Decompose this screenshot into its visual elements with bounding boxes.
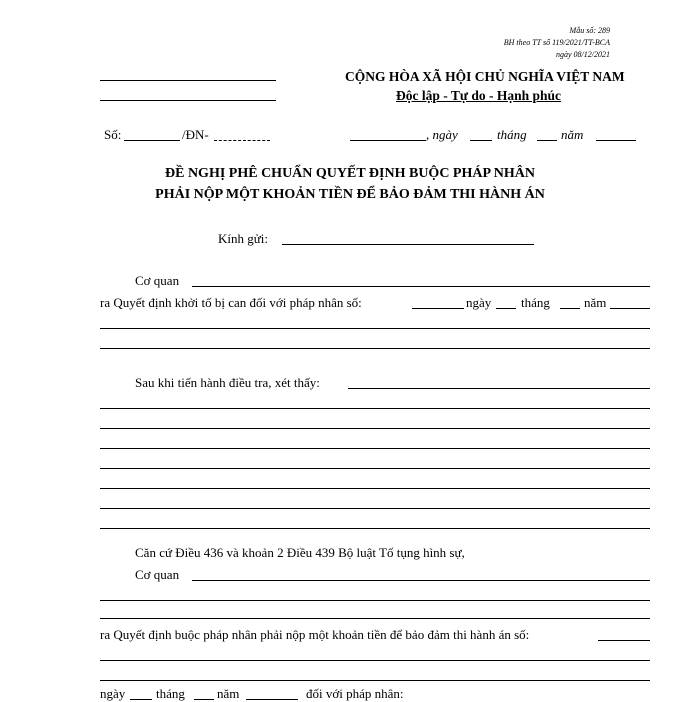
- findings-line-2[interactable]: [100, 428, 650, 429]
- khoi-to-number-blank[interactable]: [412, 308, 464, 309]
- date-thang-label: tháng: [497, 127, 527, 142]
- date-nam-label: năm: [561, 127, 584, 142]
- findings-line-5[interactable]: [100, 488, 650, 489]
- decision-line-2[interactable]: [100, 680, 650, 681]
- findings-line-1[interactable]: [100, 408, 650, 409]
- date-ngay-label: , ngày: [426, 127, 458, 142]
- content-line-2[interactable]: [100, 348, 650, 349]
- findings-line-3[interactable]: [100, 448, 650, 449]
- document-title-line-1: ĐỀ NGHỊ PHÊ CHUẨN QUYẾT ĐỊNH BUỘC PHÁP NHÂN: [165, 166, 535, 181]
- khoi-to-month-blank[interactable]: [560, 308, 580, 309]
- authority-line-2[interactable]: [100, 100, 276, 101]
- date-day-blank[interactable]: [470, 140, 492, 141]
- form-code-date: ngày 08/12/2021: [556, 50, 610, 59]
- bottom-nam-label: năm: [217, 686, 240, 701]
- document-title-line-2: PHẢI NỘP MỘT KHOẢN TIỀN ĐỂ BẢO ĐẢM THI HÀNH ÁN: [155, 187, 545, 202]
- decision-line-1[interactable]: [100, 660, 650, 661]
- khoi-to-text: ra Quyết định khởi tố bị can đối với pháp nhân số:: [100, 295, 362, 310]
- findings-line-4[interactable]: [100, 468, 650, 469]
- dn-blank[interactable]: [214, 140, 270, 141]
- findings-line-6[interactable]: [100, 508, 650, 509]
- agency-line-1[interactable]: [100, 600, 650, 601]
- national-motto: Độc lập - Tự do - Hạnh phúc: [396, 88, 562, 103]
- khoi-to-year-blank[interactable]: [610, 308, 650, 309]
- so-label: Số:: [104, 127, 122, 142]
- doi-voi-label: đối với pháp nhân:: [306, 686, 404, 701]
- form-code-number: Mẫu số: 289: [569, 26, 610, 35]
- co-quan-blank-2[interactable]: [192, 580, 650, 581]
- sau-khi-label: Sau khi tiến hành điều tra, xét thấy:: [135, 375, 320, 390]
- findings-line-7[interactable]: [100, 528, 650, 529]
- can-cu-text: Căn cứ Điều 436 và khoản 2 Điều 439 Bộ luật Tố tụng hình sự,: [135, 545, 465, 560]
- sau-khi-blank[interactable]: [348, 388, 650, 389]
- co-quan-label-1: Cơ quan: [135, 273, 180, 288]
- authority-line-1[interactable]: [100, 80, 276, 81]
- quyet-dinh-text: ra Quyết định buộc pháp nhân phải nộp một khoản tiền để bảo đảm thi hành án số:: [100, 627, 530, 642]
- co-quan-label-2: Cơ quan: [135, 567, 180, 582]
- khoi-to-thang-label: tháng: [521, 295, 550, 310]
- so-blank[interactable]: [124, 140, 180, 141]
- kinh-gui-label: Kính gửi:: [218, 231, 269, 246]
- place-blank[interactable]: [350, 140, 426, 141]
- co-quan-blank-1[interactable]: [192, 286, 650, 287]
- kinh-gui-blank[interactable]: [282, 244, 534, 245]
- agency-line-2[interactable]: [100, 618, 650, 619]
- khoi-to-nam-label: năm: [584, 295, 607, 310]
- content-line-1[interactable]: [100, 328, 650, 329]
- date-month-blank[interactable]: [537, 140, 557, 141]
- khoi-to-ngay-label: ngày: [466, 295, 492, 310]
- khoi-to-day-blank[interactable]: [496, 308, 516, 309]
- bottom-ngay-label: ngày: [100, 686, 126, 701]
- bottom-thang-label: tháng: [156, 686, 185, 701]
- form-code-circular: BH theo TT số 119/2021/TT-BCA: [503, 38, 610, 47]
- national-title: CỘNG HÒA XÃ HỘI CHỦ NGHĨA VIỆT NAM: [345, 69, 625, 84]
- dn-label: /ĐN-: [182, 127, 209, 142]
- quyet-dinh-number-blank[interactable]: [598, 640, 650, 641]
- date-year-blank[interactable]: [596, 140, 636, 141]
